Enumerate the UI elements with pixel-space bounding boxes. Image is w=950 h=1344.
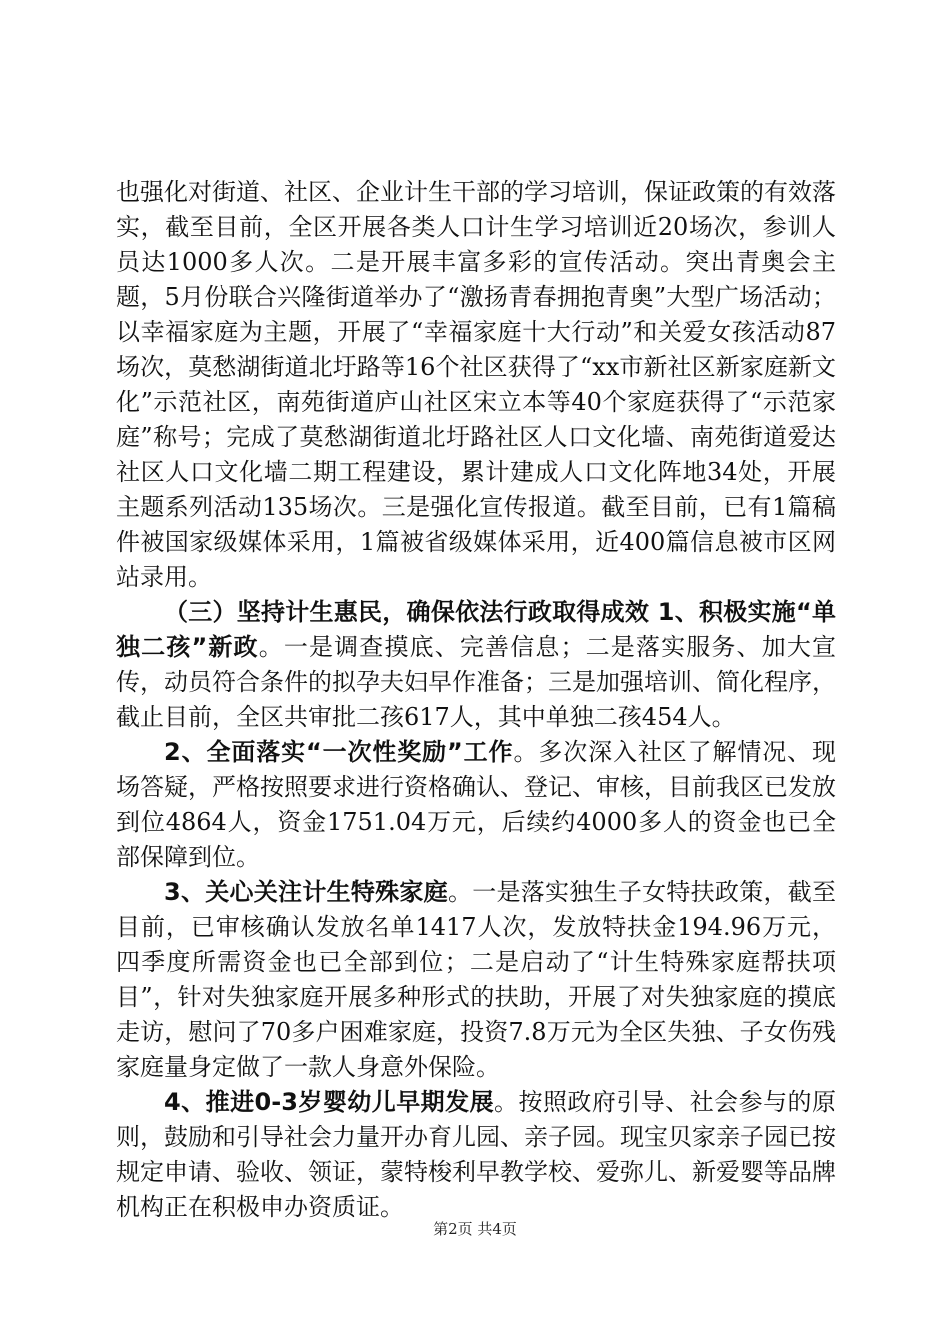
section-heading: 3、关心关注计生特殊家庭 — [164, 878, 448, 906]
paragraph-text: 。一是落实独生子女特扶政策，截至目前，已审核确认发放名单1417人次，发放特扶金194.96万元，四季度所需资金也已全部到位；二是启动了“计生特殊家庭帮扶项目”，针对失独家庭开展多种形式的扶助，开展了对失独家庭的摸底走访，慰问了70多户困难家庭，投资7.8万元为全区失独、子女伤残家庭量身定做了一款人身意外保险。 — [116, 878, 837, 1081]
paragraph-special-families — [116, 875, 836, 1085]
section-heading: 2、全面落实“一次性奖励”工作 — [164, 738, 514, 766]
paragraph-text: 。按照政府引导、社会参与的原则，鼓励和引导社会力量开办育儿园、亲子园。现宝贝家亲子园已按规定申请、验收、领证，蒙特梭利早教学校、爱弥儿、新爱婴等品牌机构正在积极申办资质证。 — [116, 1088, 836, 1221]
page-footer — [0, 1218, 950, 1239]
section-heading: 4、推进0-3岁婴幼儿早期发展 — [164, 1088, 495, 1116]
paragraph-text: 。一是调查摸底、完善信息；二是落实服务、加大宣传，动员符合条件的拟孕夫妇早作准备；三是加强培训、简化程序，截止目前，全区共审批二孩617人，其中单独二孩454人。 — [116, 633, 837, 731]
section-heading: （三）坚持计生惠民，确保依法行政取得成效 1、积极实施“单独二孩”新政 — [116, 598, 836, 661]
page-number: 第2页 共4页 — [433, 1220, 517, 1238]
paragraph-text: 。多次深入社区了解情况、现场答疑，严格按照要求进行资格确认、登记、审核，目前我区已发放到位4864人，资金1751.04万元，后续约4000多人的资金也已全部保障到位。 — [116, 738, 837, 871]
paragraph-policy-second-child — [116, 595, 836, 735]
paragraph-early-childhood — [116, 1085, 836, 1225]
paragraph-text: 也强化对街道、社区、企业计生干部的学习培训，保证政策的有效落实，截至目前，全区开展各类人口计生学习培训近20场次，参训人员达1000多人次。二是开展丰富多彩的宣传活动。突出青奥会主题，5月份联合兴隆街道举办了“激扬青春拥抱青奥”大型广场活动；以幸福家庭为主题，开展了“幸福家庭十大行动”和关爱女孩活动87场次，莫愁湖街道北圩路等16个社区获得了“xx市新社区新家庭新文化”示范社区，南苑街道庐山社区宋立本等40个家庭获得了“示范家庭”称号；完成了莫愁湖街道北圩路社区人口文化墙、南苑街道爱达社区人口文化墙二期工程建设，累计建成人口文化阵地34处，开展主题系列活动135场次。三是强化宣传报道。截至目前，已有1篇稿件被国家级媒体采用，1篇被省级媒体采用，近400篇信息被市区网站录用。 — [116, 178, 836, 591]
document-body — [116, 175, 836, 1225]
paragraph-one-time-reward — [116, 735, 836, 875]
paragraph-propaganda — [116, 175, 836, 595]
